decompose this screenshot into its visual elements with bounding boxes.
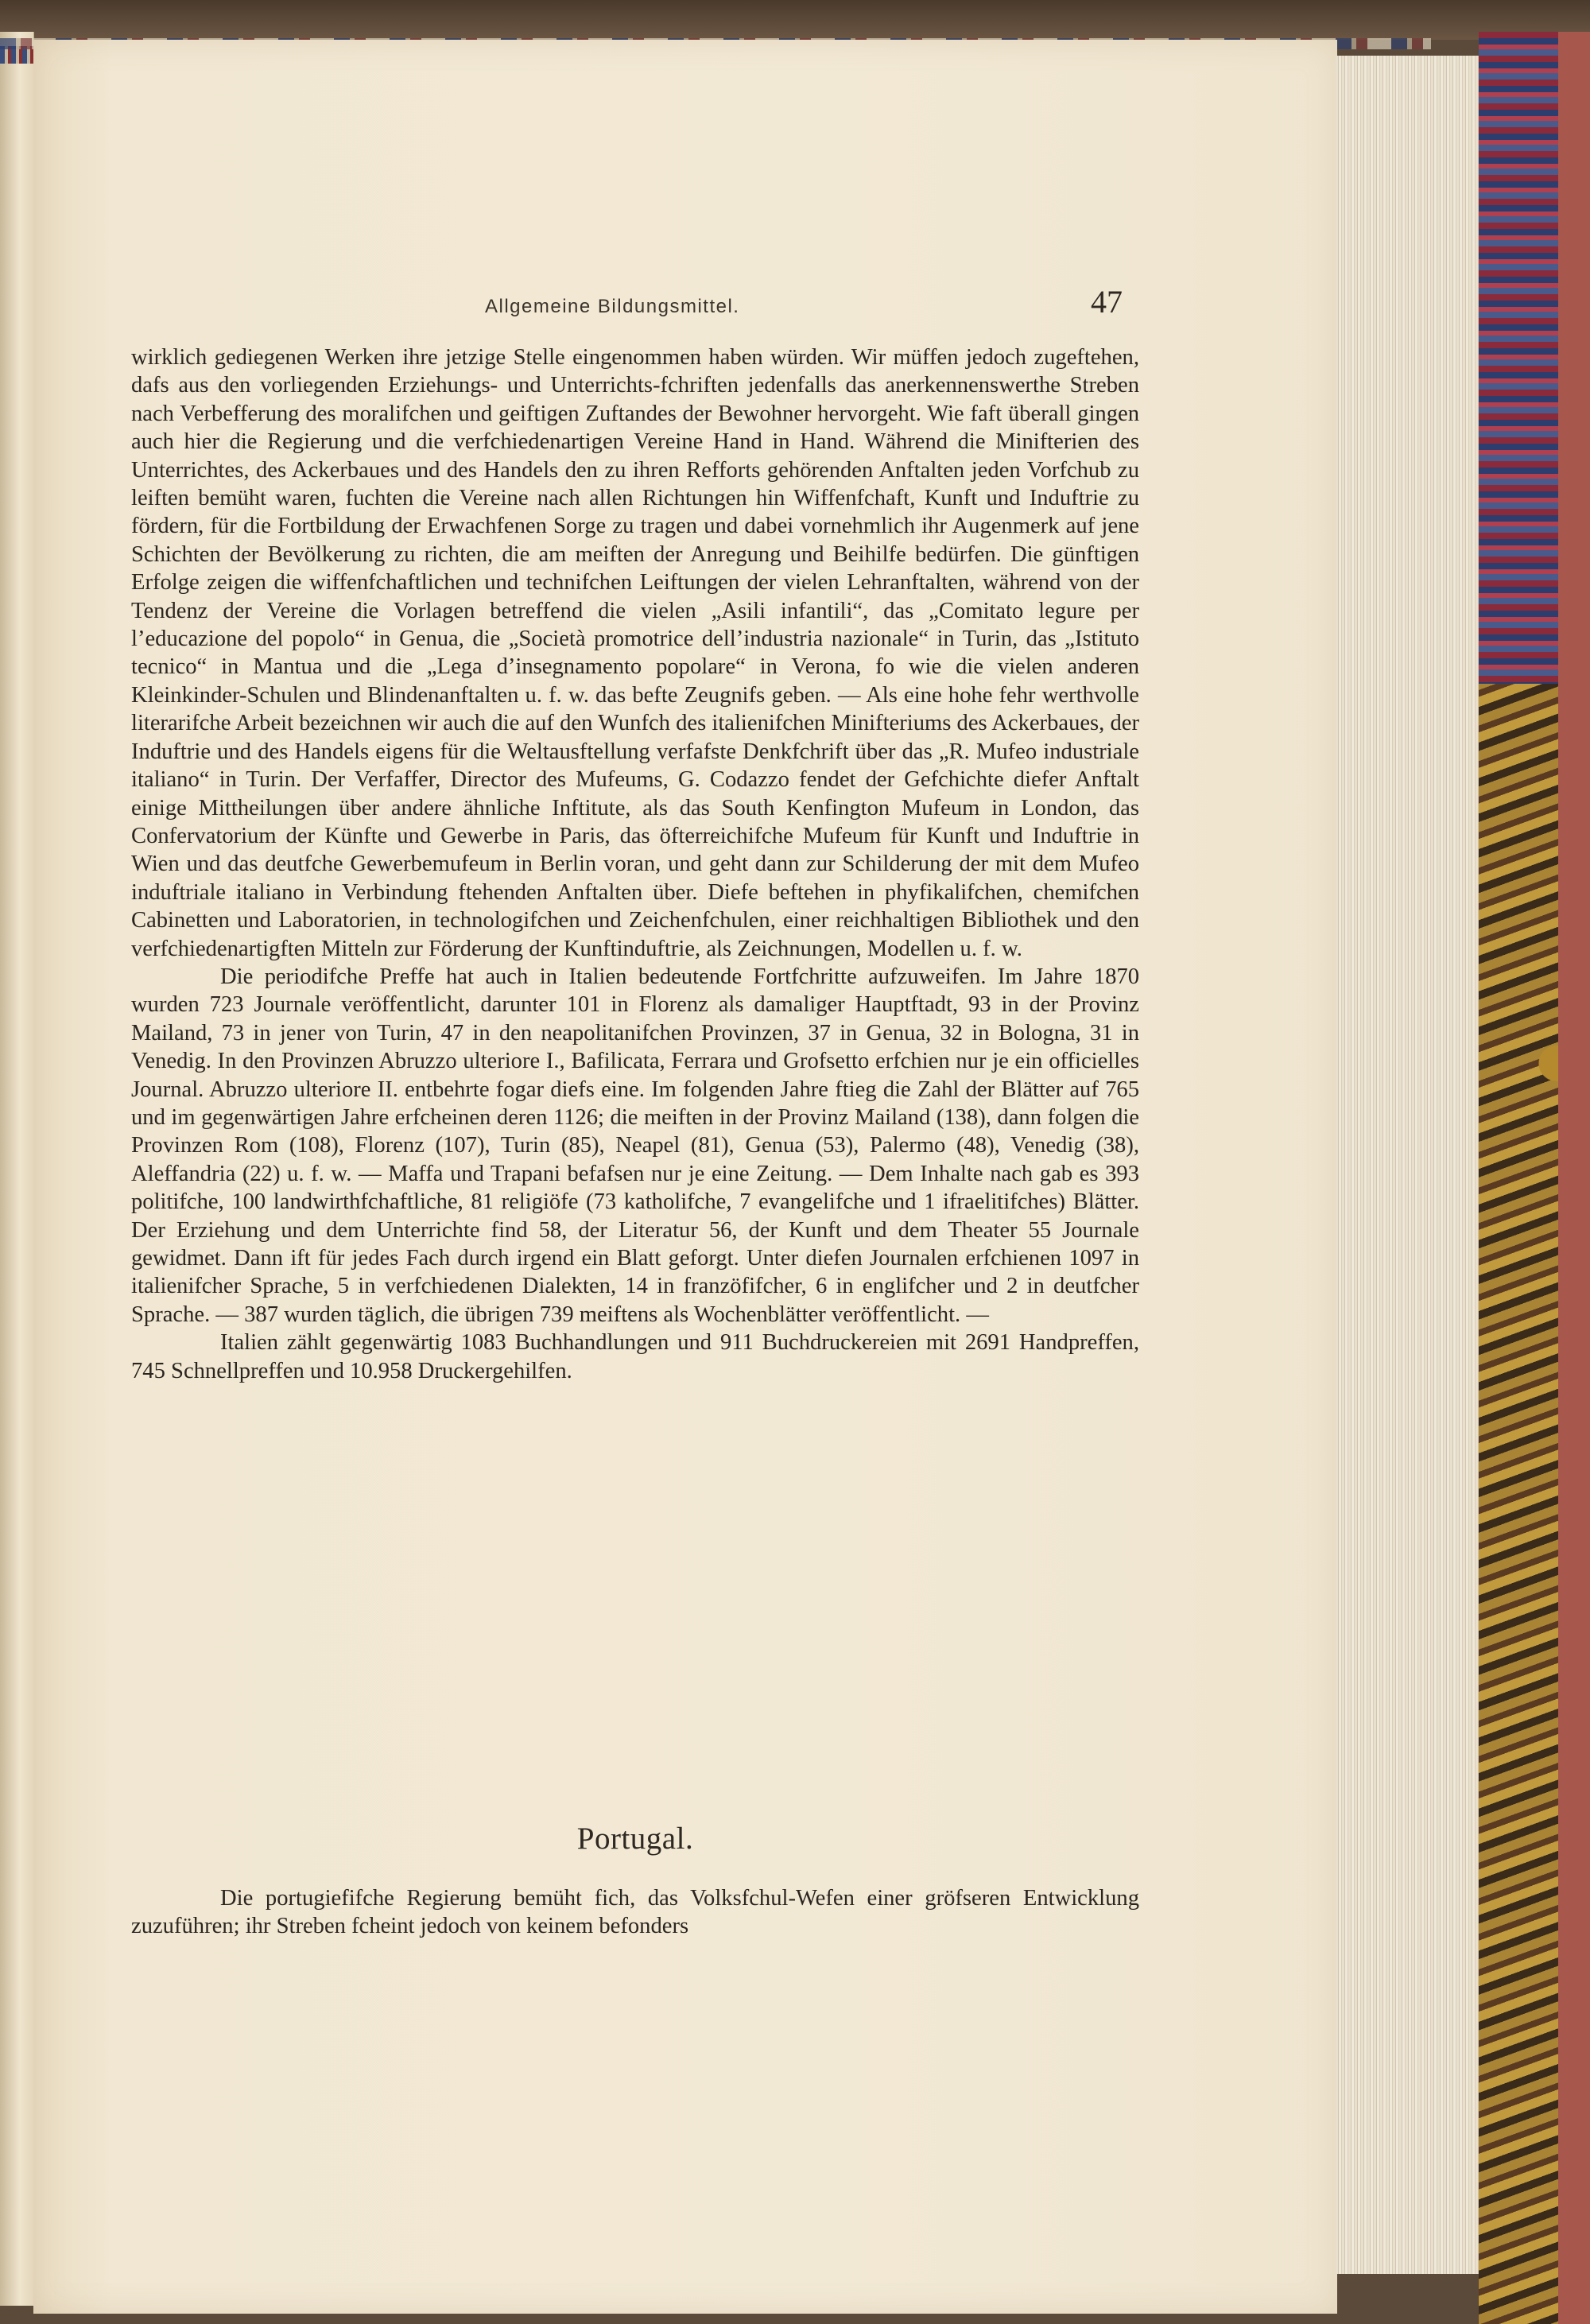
running-head: Allgemeine Bildungsmittel. <box>485 296 740 317</box>
left-page-edge <box>0 32 34 2306</box>
section-paragraph: Die portugiefifche Regierung bemüht fich, das Volksfchul-Wefen einer gröfseren Entwicklung zuzuführen; ihr Streben fcheint jedoch von keinem befonders <box>131 1886 1139 1939</box>
page-stack <box>1336 56 1479 2274</box>
paragraph-3: Italien zählt gegenwärtig 1083 Buchhandlungen und 911 Buchdruckereien mit 2691 Handpreffen, 745 Schnellpreffen und 10.958 Druckergehilfen. <box>131 1330 1139 1383</box>
paragraph-2: Die periodifche Preffe hat auch in Italien bedeutende Fortfchritte aufzuweifen. Im Jahre 1870 wurden 723 Journale veröffentlicht, darunter 101 in Florenz als damaliger Hauptftadt, 93 in der Provinz Mailand, 73 in jener von Turin, 47 in den neapolitanifchen Provinzen, 37 in Genua, 32 in Bologna, 31 in Venedig. In den Provinzen Abruzzo ulteriore I., Bafilicata, Ferrara und Grofsetto erfchien nur je ein officielles Journal. Abruzzo ulteriore II. entbehrte fogar diefs eine. Im folgenden Jahre ftieg die Zahl der Blätter auf 765 und im gegenwärtigen Jahre erfcheinen deren 1126; die meiften in der Provinz Mailand (138), dann folgen die Provinzen Rom (108), Florenz (107), Turin (85), Neapel (81), Genua (53), Palermo (48), Venedig (38), Aleffandria (22) u. f. w. — Maffa und Trapani befafsen nur je eine Zeitung. — Dem Inhalte nach gab es 393 politifche, 100 landwirthfchaftliche, 81 religiöfe (73 katholifche, 7 evangelifche und 1 ifraelitifches) Blätter. Der Erziehung und dem Unterrichte find 58, der Literatur 56, der Kunft und dem Theater 55 Journale gewidmet. Dann ift für jedes Fach durch irgend ein Blatt geforgt. Unter diefen Journalen erfchienen 1097 in italienifcher Sprache, 5 in verfchiedenen Dialekten, 14 in franzöfifcher, 6 in englifcher und 2 in deutfcher Sprache. — 387 wurden täglich, die übrigen 739 meiftens als Wochenblätter veröffentlicht. — <box>131 964 1139 1327</box>
section-title: Portugal. <box>576 1822 694 1856</box>
paragraph-1: wirklich gediegenen Werken ihre jetzige Stelle eingenommen haben würden. Wir müffen jedoch zugeftehen, dafs aus den vorliegenden Erziehungs- und Unterrichts-fchriften jedenfalls das anerkennenswerthe Streben nach Verbefferung des moralifchen und geiftigen Zuftandes der Bewohner hervorgeht. Wie faft überall gingen auch hier die Regierung und die verfchiedenartigen Vereine Hand in Hand. Während die Minifterien des Unterrichtes, des Ackerbaues und des Handels den zu ihren Refforts gehörenden Anftalten jeden Vorfchub zu leiften bemüht waren, fuchten die Vereine nach allen Richtungen hin Wiffenfchaft, Kunft und Induftrie zu fördern, für die Fortbildung der Erwachfenen Sorge zu tragen und dabei vornehmlich ihr Augenmerk auf jene Schichten der Bevölkerung zu richten, die am meiften der Anregung und Beihilfe bedürfen. Die günftigen Erfolge zeigen die wiffenfchaftlichen und technifchen Leiftungen der vielen Lehranftalten, während von der Tendenz der Vereine die Vorlagen betreffend die vielen „Asili infantili“, das „Comitato legure per l’educazione del popolo“ in Genua, die „Società promotrice dell’industria nazionale“ in Turin, das „Istituto tecnico“ in Mantua und die „Lega d’insegnamento popolare“ in Verona, fo wie die vielen anderen Kleinkinder-Schulen und Blindenanftalten u. f. w. das befte Zeugnifs geben. — Als eine hohe fehr werthvolle literarifche Arbeit bezeichnen wir auch die auf den Wunfch des italienifchen Minifteriums des Ackerbaues, der Induftrie und des Handels eigens für die Weltausftellung verfafste Denkfchrift über das „R. Mufeo industriale italiano“ in Turin. Der Verfaffer, Director des Mufeums, G. Codazzo fendet der Gefchichte diefer Anftalt einige Mittheilungen über andere ähnliche Inftitute, als das South Kenfington Mufeum in London, das Confervatorium der Künfte und Gewerbe in Paris, das öfterreichifche Mufeum für Kunft und Induftrie in Wien und das deutfche Gewerbemufeum in Berlin voran, und geht dann zur Schilderung der mit dem Mufeo induftriale italiano in Verbindung ftehenden Anftalten über. Diefe beftehen in phyfikalifchen, chemifchen Cabinetten und Laboratorien, in technologifchen und Zeichenfchulen, einer reichhaltigen Bibliothek und den verfchiedenartigften Mitteln zur Förderung der Kunftinduftrie, als Zeichnungen, Modellen u. f. w. <box>131 345 1139 961</box>
book-top-edge <box>0 0 1590 40</box>
cover-edge <box>1558 32 1590 2324</box>
page-number: 47 <box>1091 284 1123 320</box>
page-header <box>485 283 1137 328</box>
section-body <box>131 1884 1139 1941</box>
body-text <box>131 343 1139 1385</box>
